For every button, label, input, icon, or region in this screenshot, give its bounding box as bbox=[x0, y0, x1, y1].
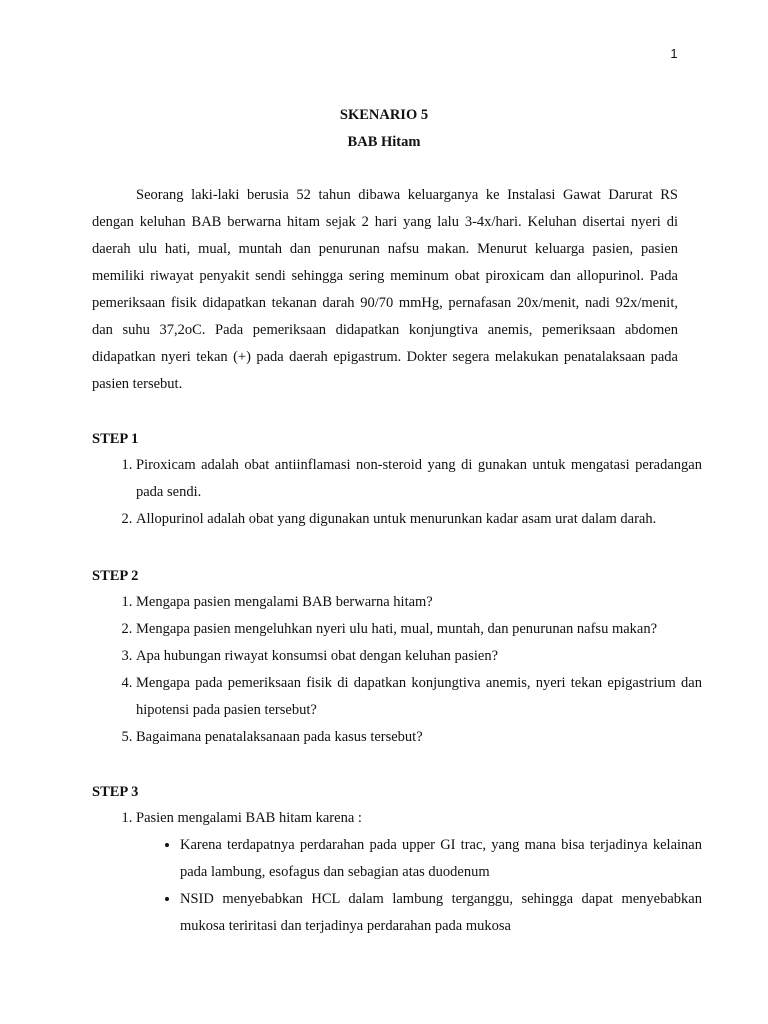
list-item: 3. Apa hubungan riwayat konsumsi obat dengan keluhan pasien? bbox=[136, 643, 702, 670]
step1-heading: STEP 1 bbox=[92, 431, 139, 447]
step1-list bbox=[112, 452, 702, 533]
step2-heading: STEP 2 bbox=[92, 568, 139, 584]
bullet-item: • NSID menyebabkan HCL dalam lambung terganggu, sehingga dapat menyebabkan mukosa teriritasi dan terjadinya perdarahan pada mukosa bbox=[180, 886, 702, 940]
list-item bbox=[136, 805, 702, 940]
list-item: 2. Mengapa pasien mengeluhkan nyeri ulu hati, mual, muntah, dan penurunan nafsu makan? bbox=[136, 616, 702, 643]
step3-heading: STEP 3 bbox=[92, 784, 139, 800]
list-item: 2. Allopurinol adalah obat yang digunakan untuk menurunkan kadar asam urat dalam darah. bbox=[136, 506, 702, 533]
document-subtitle: BAB Hitam bbox=[347, 134, 421, 150]
list-item: 4. Mengapa pada pemeriksaan fisik di dapatkan konjungtiva anemis, nyeri tekan epigastrium dan hipotensi pada pasien tersebut? bbox=[136, 670, 702, 724]
step2-list bbox=[112, 589, 702, 751]
list-item-text: Pasien mengalami BAB hitam karena : bbox=[136, 810, 362, 826]
scenario-paragraph: Seorang laki-laki berusia 52 tahun dibawa keluarganya ke Instalasi Gawat Darurat RS dengan keluhan BAB berwarna hitam sejak 2 hari yang lalu 3-4x/hari. Keluhan disertai nyeri di daerah ulu hati, mual, muntah dan penurunan nafsu makan. Menurut keluarga pasien, pasien memiliki riwayat penyakit sendi sehingga sering meminum obat piroxicam dan allopurinol. Pada pemeriksaan fisik didapatkan tekanan darah 90/70 mmHg, pernafasan 20x/menit, nadi 92x/menit, dan suhu 37,2oC. Pada pemeriksaan didapatkan konjungtiva anemis, pemeriksaan abdomen didapatkan nyeri tekan (+) pada daerah epigastrum. Dokter segera melakukan penatalaksaan pada pasien tersebut. bbox=[92, 187, 678, 392]
bullet-list bbox=[158, 832, 702, 940]
document-title: SKENARIO 5 bbox=[339, 107, 429, 123]
list-item: 1. Mengapa pasien mengalami BAB berwarna hitam? bbox=[136, 589, 702, 616]
bullet-item: • Karena terdapatnya perdarahan pada upper GI trac, yang mana bisa terjadinya kelainan pada lambung, esofagus dan sebagian atas duodenum bbox=[180, 832, 702, 886]
step3-list bbox=[112, 805, 702, 940]
page-number: 1 bbox=[670, 46, 678, 61]
list-item: 1. Piroxicam adalah obat antiinflamasi non-steroid yang di gunakan untuk mengatasi peradangan pada sendi. bbox=[136, 452, 702, 506]
list-item: 5. Bagaimana penatalaksanaan pada kasus tersebut? bbox=[136, 724, 702, 751]
